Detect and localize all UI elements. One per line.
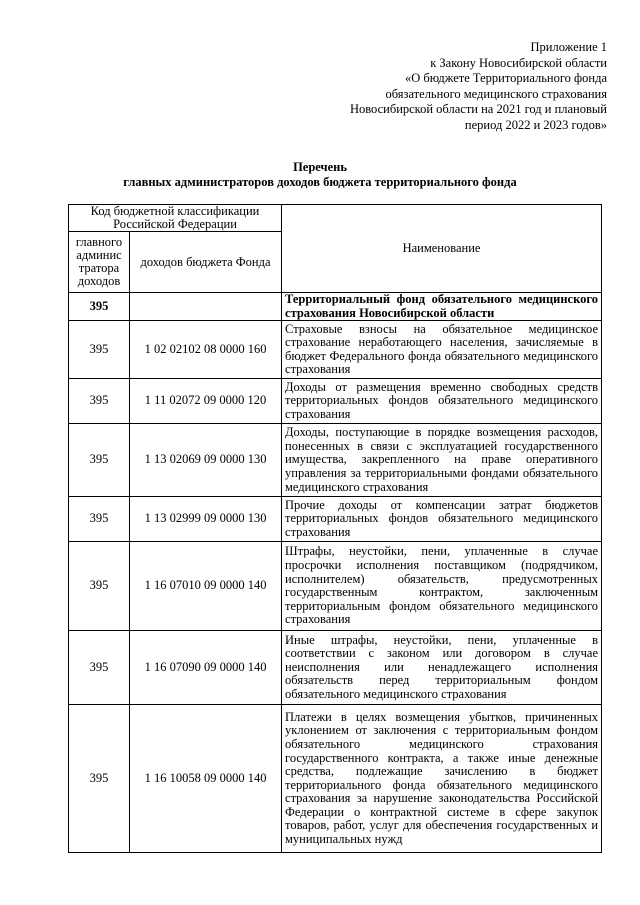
admin-code: 395 (69, 542, 130, 631)
title-line-2: главных администраторов доходов бюджета территориального фонда (123, 175, 517, 189)
income-code: 1 11 02072 09 0000 120 (130, 379, 282, 424)
admin-code: 395 (69, 705, 130, 853)
table-row (69, 293, 602, 321)
header-income: доходов бюджета Фонда (130, 232, 282, 293)
income-code: 1 16 07090 09 0000 140 (130, 631, 282, 705)
admin-code: 395 (69, 631, 130, 705)
item-name: Иные штрафы, неустойки, пени, уплаченные в соответствии с законом или договором в случае неисполнения или ненадлежащего исполнения обязательств перед территориальным фондом обязательного медицинского страхования (282, 631, 602, 705)
income-code: 1 13 02999 09 0000 130 (130, 497, 282, 542)
header-admin: главного админис тратора доходов (69, 232, 130, 293)
admin-code: 395 (69, 293, 130, 321)
appendix-line: Новосибирской области на 2021 год и плановый (349, 102, 607, 117)
income-code: 1 16 10058 09 0000 140 (130, 705, 282, 853)
appendix-line: обязательного медицинского страхования (385, 86, 607, 101)
item-name: Доходы от размещения временно свободных средств территориальных фондов обязательного медицинского страхования (282, 379, 602, 424)
item-name: Прочие доходы от компенсации затрат бюджетов территориальных фондов обязательного медицинского страхования (282, 497, 602, 542)
income-code (130, 293, 282, 321)
income-code: 1 13 02069 09 0000 130 (130, 424, 282, 497)
table-row (69, 542, 602, 631)
item-name: Доходы, поступающие в порядке возмещения расходов, понесенных в связи с эксплуатацией государственного имущества, закрепленного на праве оперативного управления за территориальными фондами обязательного медицинского страхования (282, 424, 602, 497)
header-name: Наименование (282, 205, 602, 293)
document-title (0, 160, 640, 190)
item-name: Территориальный фонд обязательного медицинского страхования Новосибирской области (282, 293, 602, 321)
appendix-header (267, 40, 607, 134)
table-row (69, 379, 602, 424)
table-row (69, 321, 602, 379)
header-classification: Код бюджетной классификации Российской Федерации (69, 205, 282, 232)
table-row (69, 497, 602, 542)
item-name: Платежи в целях возмещения убытков, причиненных уклонением от заключения с территориальным фондом обязательного медицинского страхования государственного контракта, а также иные денежные средства, подлежащие зачислению в бюджет территориального фонда обязательного медицинского страхования за нарушение законодательства Российской Федерации о контрактной системе в сфере закупок товаров, работ, услуг для обеспечения государственных и муниципальных нужд (282, 705, 602, 853)
appendix-line: к Закону Новосибирской области (430, 55, 607, 70)
appendix-line: период 2022 и 2023 годов» (464, 117, 607, 132)
admin-code: 395 (69, 497, 130, 542)
admin-code: 395 (69, 424, 130, 497)
item-name: Штрафы, неустойки, пени, уплаченные в случае просрочки исполнения поставщиком (подрядчиком, исполнителем) обязательств, предусмотренных государственным контрактом, заключенным территориальным фондом обязательного медицинского страхования (282, 542, 602, 631)
appendix-line: «О бюджете Территориального фонда (404, 71, 607, 86)
income-code: 1 16 07010 09 0000 140 (130, 542, 282, 631)
table-row (69, 631, 602, 705)
income-code: 1 02 02102 08 0000 160 (130, 321, 282, 379)
title-line-1: Перечень (293, 160, 347, 174)
table-row (69, 424, 602, 497)
admin-code: 395 (69, 321, 130, 379)
table-row (69, 705, 602, 853)
admin-code: 395 (69, 379, 130, 424)
appendix-line: Приложение 1 (530, 40, 607, 54)
administrators-table (68, 204, 602, 853)
item-name: Страховые взносы на обязательное медицинское страхование неработающего населения, зачисляемые в бюджет Федерального фонда обязательного медицинского страхования (282, 321, 602, 379)
